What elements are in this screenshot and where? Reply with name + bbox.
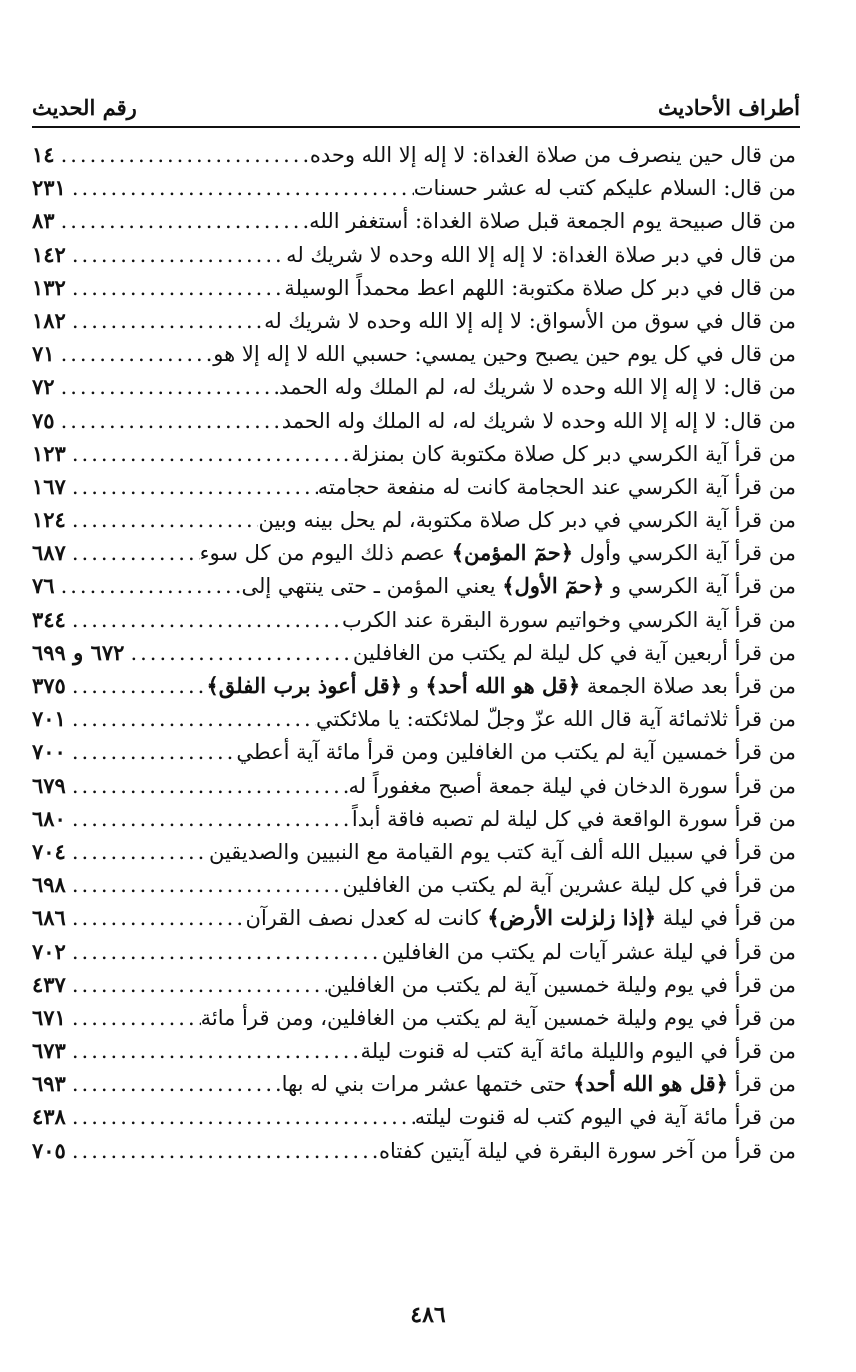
hadith-number: ٦٧٣ <box>32 1038 66 1064</box>
index-row <box>32 404 796 437</box>
index-row <box>32 868 796 901</box>
leader-dots <box>66 1135 379 1167</box>
hadith-number: ٧٠٢ <box>32 938 66 964</box>
hadith-incipit: من قرأ في ليلة عشر آيات لم يكتب من الغافلين <box>381 939 796 964</box>
index-row <box>32 569 796 602</box>
leader-dots <box>66 1101 415 1133</box>
index-row <box>32 1034 796 1067</box>
index-row <box>32 968 796 1001</box>
hadith-incipit: من قال: لا إله إلا الله وحده لا شريك له، له الملك وله الحمد <box>281 408 796 433</box>
hadith-number: ٤٣٧ <box>32 971 66 997</box>
index-row <box>32 901 796 934</box>
header-index-title: أطراف الأحاديث <box>657 95 800 120</box>
index-row <box>32 271 796 304</box>
hadith-number: ٧٢ <box>32 374 55 400</box>
leader-dots <box>66 803 352 835</box>
index-row <box>32 204 796 237</box>
hadith-incipit: من قرأ ثلاثمائة آية قال الله عزّ وجلّ لملائكته: يا ملائكتي <box>315 707 796 732</box>
hadith-incipit: من قال: السلام عليكم كتب له عشر حسنات <box>413 176 796 201</box>
index-row <box>32 437 796 470</box>
index-row <box>32 536 796 569</box>
hadith-number: ٦٨٦ <box>32 905 66 931</box>
leader-dots <box>66 770 349 802</box>
hadith-incipit: من قرأ خمسين آية لم يكتب من الغافلين ومن قرأ مائة آية أعطي <box>236 740 796 765</box>
hadith-number: ٧٠١ <box>32 706 66 732</box>
hadith-number: ١٨٢ <box>32 307 66 333</box>
hadith-number: ٧٠٤ <box>32 838 66 864</box>
hadith-incipit: من قرأ في يوم وليلة خمسين آية لم يكتب من الغافلين، ومن قرأ مائة <box>200 1005 796 1030</box>
hadith-number: ١٤ <box>32 142 55 167</box>
hadith-incipit: من قرأ آية الكرسي دبر كل صلاة مكتوبة كان بمنزلة <box>351 441 796 466</box>
leader-dots <box>55 139 310 171</box>
leader-dots <box>66 902 246 934</box>
index-row <box>32 802 796 835</box>
hadith-number: ٦٨٧ <box>32 540 66 566</box>
hadith-number: ٨٣ <box>32 208 55 234</box>
hadith-incipit: من قرأ في ليلة ﴿إذا زلزلت الأرض﴾ كانت له كعدل نصف القرآن <box>245 905 796 931</box>
hadith-incipit: من قرأ آية الكرسي وأول ﴿حمٓ المؤمن﴾ عصم ذلك اليوم من كل سوء <box>199 540 796 566</box>
hadith-number: ١٤٢ <box>32 241 66 267</box>
leader-dots <box>124 637 352 669</box>
hadith-incipit: من قرأ سورة الواقعة في كل ليلة لم تصبه فاقة أبداً <box>351 806 796 831</box>
index-row <box>32 470 796 503</box>
hadith-incipit: من قرأ سورة الدخان في ليلة جمعة أصبح مغفوراً له <box>348 773 796 798</box>
leader-dots <box>66 1068 282 1100</box>
hadith-number: ٦٩٣ <box>32 1071 66 1097</box>
index-row <box>32 337 796 370</box>
hadith-incipit: من قرأ آية الكرسي وخواتيم سورة البقرة عند الكرب <box>342 607 796 632</box>
hadith-incipit: من قال: لا إله إلا الله وحده لا شريك له، لم الملك وله الحمد <box>279 375 796 400</box>
leader-dots <box>66 703 316 735</box>
hadith-number: ١٦٧ <box>32 473 66 499</box>
leader-dots <box>66 239 286 271</box>
hadith-number: ٧٠٥ <box>32 1137 66 1163</box>
leader-dots <box>55 205 310 237</box>
index-row <box>32 735 796 768</box>
hadith-number: ٢٣١ <box>32 175 66 201</box>
hadith-incipit: من قرأ ﴿قل هو الله أحد﴾ حتى ختمها عشر مرات بني له بها <box>281 1071 796 1097</box>
index-row <box>32 304 796 337</box>
running-header <box>32 84 800 120</box>
leader-dots <box>66 537 200 569</box>
hadith-number: ٧٥ <box>32 407 55 433</box>
page-number: ٤٨٦ <box>410 1302 446 1328</box>
leader-dots <box>66 272 285 304</box>
leader-dots <box>66 936 382 968</box>
leader-dots <box>66 1002 201 1034</box>
index-row <box>32 1100 796 1133</box>
index-row <box>32 138 796 171</box>
index-row <box>32 503 796 536</box>
index-row <box>32 769 796 802</box>
index-row <box>32 835 796 868</box>
leader-dots <box>66 305 264 337</box>
hadith-number: ١٢٣ <box>32 440 66 466</box>
hadith-number: ٧٠٠ <box>32 739 66 765</box>
leader-dots <box>66 471 318 503</box>
hadith-number: ٦٩٨ <box>32 872 66 898</box>
hadith-incipit: من قرأ في يوم وليلة خمسين آية لم يكتب من الغافلين <box>327 972 796 997</box>
hadith-incipit: من قال في سوق من الأسواق: لا إله إلا الله وحده لا شريك له <box>264 308 796 333</box>
leader-dots <box>66 438 351 470</box>
hadith-incipit: من قرأ مائة آية في اليوم كتب له قنوت ليلته <box>414 1105 796 1130</box>
hadith-incipit: من قرأ في سبيل الله ألف آية كتب يوم القيامة مع النبيين والصديقين <box>208 839 796 864</box>
leader-dots <box>66 1035 361 1067</box>
leader-dots <box>55 570 242 602</box>
index-row <box>32 636 796 669</box>
leader-dots <box>66 736 237 768</box>
hadith-number: ٦٧٩ <box>32 772 66 798</box>
hadith-incipit: من قرأ من آخر سورة البقرة في ليلة آيتين كفتاه <box>379 1138 796 1163</box>
hadith-number: ٣٤٤ <box>32 606 66 632</box>
hadith-incipit: من قال في كل يوم حين يصبح وحين يمسي: حسبي الله لا إله إلا هو <box>213 342 796 367</box>
leader-dots <box>66 836 209 868</box>
hadith-number: ٧٦ <box>32 573 55 599</box>
header-rule <box>32 126 800 128</box>
hadith-number: ٤٣٨ <box>32 1104 66 1130</box>
index-row <box>32 238 796 271</box>
index-row <box>32 171 796 204</box>
hadith-incipit: من قرأ آية الكرسي عند الحجامة كانت له منفعة حجامته <box>317 474 796 499</box>
index-row <box>32 935 796 968</box>
leader-dots <box>55 405 282 437</box>
leader-dots <box>66 172 414 204</box>
hadith-number: ٦٨٠ <box>32 805 66 831</box>
hadith-number: ٦٧٢ و ٦٩٩ <box>32 639 125 665</box>
hadith-incipit: من قرأ في اليوم والليلة مائة آية كتب له قنوت ليلة <box>360 1039 796 1064</box>
hadith-incipit: من قرأ في كل ليلة عشرين آية لم يكتب من الغافلين <box>342 873 796 898</box>
hadith-incipit: من قال في دبر صلاة الغداة: لا إله إلا الله وحده لا شريك له <box>286 242 796 267</box>
index-row <box>32 669 796 702</box>
index-row <box>32 702 796 735</box>
header-hadith-number-label: رقم الحديث <box>32 95 137 120</box>
hadith-incipit: من قال حين ينصرف من صلاة الغداة: لا إله إلا الله وحده <box>309 143 796 167</box>
leader-dots <box>66 969 327 1001</box>
hadith-incipit: من قال صبيحة يوم الجمعة قبل صلاة الغداة: أستغفر الله <box>309 209 796 234</box>
hadith-number: ١٣٢ <box>32 274 66 300</box>
hadith-incipit: من قال في دبر كل صلاة مكتوبة: اللهم اعط محمداً الوسيلة <box>284 275 796 300</box>
hadith-number: ٦٧١ <box>32 1004 66 1030</box>
hadith-incipit: من قرأ بعد صلاة الجمعة ﴿قل هو الله أحد﴾ و ﴿قل أعوذ برب الفلق﴾ <box>206 673 796 698</box>
index-row <box>32 1134 796 1167</box>
hadith-number: ٧١ <box>32 341 55 367</box>
hadith-incipit: من قرأ آية الكرسي و ﴿حمٓ الأول﴾ يعني المؤمن ـ حتى ينتهي إلى <box>241 573 796 599</box>
hadith-number: ١٢٤ <box>32 507 66 533</box>
leader-dots <box>55 338 214 370</box>
leader-dots <box>55 371 279 403</box>
hadith-number: ٣٧٥ <box>32 673 66 698</box>
hadith-incipit: من قرأ أربعين آية في كل ليلة لم يكتب من الغافلين <box>352 640 796 665</box>
index-row <box>32 370 796 403</box>
hadith-incipit: من قرأ آية الكرسي في دبر كل صلاة مكتوبة، لم يحل بينه وبين <box>258 508 796 533</box>
leader-dots <box>66 869 343 901</box>
index-row <box>32 1001 796 1034</box>
leader-dots <box>66 670 207 702</box>
leader-dots <box>66 504 259 536</box>
index-row <box>32 603 796 636</box>
index-row <box>32 1067 796 1100</box>
leader-dots <box>66 604 342 636</box>
hadith-index-list <box>32 138 796 1167</box>
